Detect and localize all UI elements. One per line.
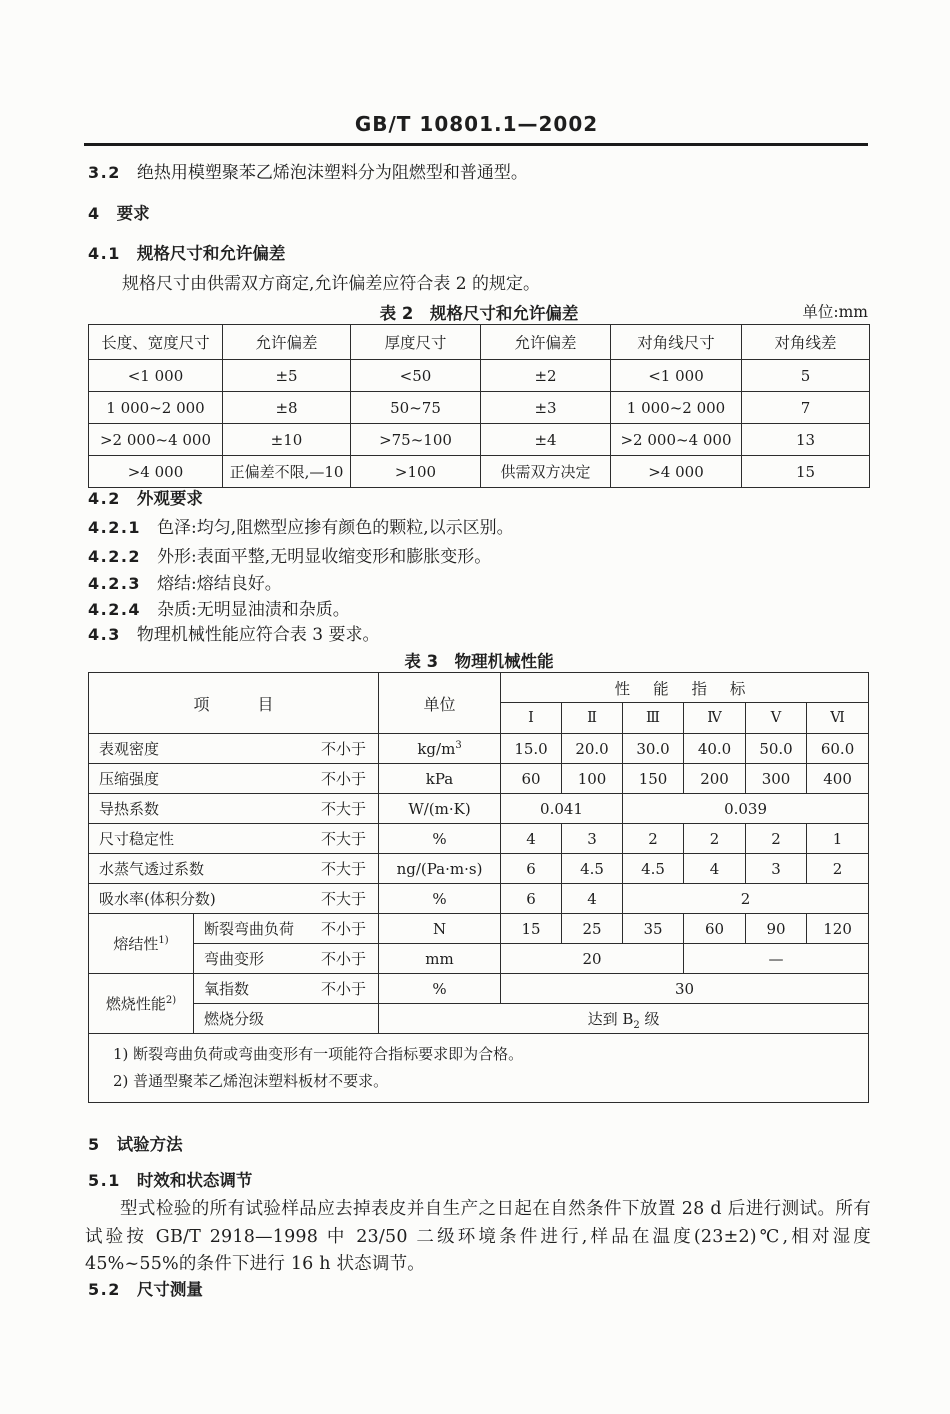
heading-text: 时效和状态调节 xyxy=(136,1171,253,1190)
unit-cell: N xyxy=(379,914,501,944)
table2-unit-note: 单位:mm xyxy=(802,303,868,321)
value-cell: 20.0 xyxy=(562,734,623,764)
value-cell: 90 xyxy=(746,914,807,944)
row-label: 燃烧分级 xyxy=(204,1010,265,1028)
value-cell: 4 xyxy=(501,824,562,854)
col-header: 允许偏差 xyxy=(481,325,611,360)
value-cell-span: — xyxy=(684,944,869,974)
row-condition: 不大于 xyxy=(321,800,367,818)
spec-table-header-row xyxy=(89,325,870,360)
heading-text: 要求 xyxy=(116,204,150,223)
spec-cell: >2 000~4 000 xyxy=(611,424,742,456)
row-condition: 不小于 xyxy=(321,740,367,758)
value-cell: 35 xyxy=(623,914,684,944)
spec-cell: ±3 xyxy=(481,392,611,424)
unit-cell: W/(m·K) xyxy=(379,794,501,824)
table-row xyxy=(89,914,869,944)
value-cell: 120 xyxy=(807,914,869,944)
row-condition: 不小于 xyxy=(321,950,367,968)
row-label: 压缩强度 xyxy=(99,770,160,788)
grade-header: Ⅲ xyxy=(623,703,684,734)
spec-cell: ±10 xyxy=(223,424,351,456)
spec-cell: 1 000~2 000 xyxy=(89,392,223,424)
row-label-cell xyxy=(89,794,379,824)
row-label: 吸水率(体积分数) xyxy=(99,890,216,908)
clause-number: 5.2 xyxy=(88,1280,121,1299)
value-text: 级 xyxy=(639,1010,660,1028)
row-label-cell xyxy=(89,854,379,884)
heading-text: 规格尺寸和允许偏差 xyxy=(136,244,286,263)
table-row xyxy=(89,456,870,488)
table2-caption: 表 2 规格尺寸和允许偏差 xyxy=(379,304,579,323)
value-cell: 30.0 xyxy=(623,734,684,764)
unit-cell: kPa xyxy=(379,764,501,794)
clause-number: 4.1 xyxy=(88,244,121,263)
unit-cell: mm xyxy=(379,944,501,974)
spec-cell: >100 xyxy=(351,456,481,488)
spec-cell: >2 000~4 000 xyxy=(89,424,223,456)
col-header: 长度、宽度尺寸 xyxy=(89,325,223,360)
clause-number: 4.3 xyxy=(88,625,121,644)
spec-cell: 7 xyxy=(742,392,870,424)
row-label-cell xyxy=(194,914,379,944)
value-cell: 2 xyxy=(746,824,807,854)
row-condition: 不大于 xyxy=(321,830,367,848)
table-row xyxy=(89,360,870,392)
clause-number: 4.2.4 xyxy=(88,600,142,619)
col-header: 对角线差 xyxy=(742,325,870,360)
spec-cell: ±2 xyxy=(481,360,611,392)
value-cell: 2 xyxy=(623,824,684,854)
heading-5-2 xyxy=(88,1278,870,1302)
group-label-cell xyxy=(89,914,194,974)
unit-sup: 3 xyxy=(455,739,462,751)
clause-4-2-3 xyxy=(88,572,870,596)
value-text: 达到 B xyxy=(587,1010,634,1028)
spec-cell: ±4 xyxy=(481,424,611,456)
row-label: 尺寸稳定性 xyxy=(99,830,175,848)
value-cell: 25 xyxy=(562,914,623,944)
col-header: 允许偏差 xyxy=(223,325,351,360)
clause-4-2-1 xyxy=(88,516,870,540)
footnote-2: 2) 普通型聚苯乙烯泡沫塑料板材不要求。 xyxy=(113,1072,389,1090)
clause-number: 4.2.2 xyxy=(88,547,142,566)
clause-number: 4.2.1 xyxy=(88,518,142,537)
value-cell: 2 xyxy=(684,824,746,854)
row-label-cell xyxy=(89,884,379,914)
table-row xyxy=(89,884,869,914)
row-condition: 不小于 xyxy=(321,920,367,938)
value-cell: 1 xyxy=(807,824,869,854)
row-condition: 不大于 xyxy=(321,860,367,878)
clause-number: 5.1 xyxy=(88,1171,121,1190)
value-cell: 15.0 xyxy=(501,734,562,764)
table-row xyxy=(89,764,869,794)
heading-text: 外观要求 xyxy=(136,489,203,508)
row-label: 弯曲变形 xyxy=(204,950,265,968)
value-cell: 3 xyxy=(746,854,807,884)
clause-3-2 xyxy=(88,161,870,185)
clause-text: 熔结:熔结良好。 xyxy=(157,574,282,594)
row-condition: 不小于 xyxy=(321,980,367,998)
spec-cell: ±8 xyxy=(223,392,351,424)
value-cell-span: 2 xyxy=(623,884,869,914)
spec-cell: 供需双方决定 xyxy=(481,456,611,488)
value-cell: 400 xyxy=(807,764,869,794)
para-5-1: 型式检验的所有试验样品应去掉表皮并自生产之日起在自然条件下放置 28 d 后进行测试。所有试验按 GB/T 2918—1998 中 23/50 二级环境条件进行,样品在温度(23±2)℃,相对湿度 45%~55%的条件下进行 16 h 状态调节。 xyxy=(85,1199,871,1274)
clause-number: 5 xyxy=(88,1135,101,1154)
performance-table xyxy=(88,672,869,1103)
value-cell-span xyxy=(379,1004,869,1034)
value-cell: 200 xyxy=(684,764,746,794)
doc-header-title: GB/T 10801.1—2002 xyxy=(354,112,599,136)
spec-cell: >75~100 xyxy=(351,424,481,456)
value-cell: 3 xyxy=(562,824,623,854)
value-cell: 6 xyxy=(501,854,562,884)
para-4-1: 规格尺寸由供需双方商定,允许偏差应符合表 2 的规定。 xyxy=(122,274,541,294)
grade-header: Ⅴ xyxy=(746,703,807,734)
row-label: 氧指数 xyxy=(204,980,250,998)
clause-number: 3.2 xyxy=(88,163,121,182)
clause-number: 4 xyxy=(88,204,101,223)
row-label-cell xyxy=(194,944,379,974)
value-cell: 40.0 xyxy=(684,734,746,764)
clause-text: 绝热用模塑聚苯乙烯泡沫塑料分为阻燃型和普通型。 xyxy=(136,163,528,183)
clause-4-2-2 xyxy=(88,545,870,569)
value-cell-span: 0.041 xyxy=(501,794,623,824)
group-label: 熔结性 xyxy=(113,935,159,953)
spec-cell: 正偏差不限,—10 xyxy=(223,456,351,488)
clause-number: 4.2.3 xyxy=(88,574,142,593)
row-condition: 不小于 xyxy=(321,770,367,788)
spec-cell: 1 000~2 000 xyxy=(611,392,742,424)
footnote-marker: 2) xyxy=(165,995,177,1006)
grade-header: Ⅰ xyxy=(501,703,562,734)
spec-cell: 13 xyxy=(742,424,870,456)
value-cell: 100 xyxy=(562,764,623,794)
value-cell: 6 xyxy=(501,884,562,914)
row-label-cell xyxy=(89,824,379,854)
clause-text: 色泽:均匀,阻燃型应掺有颜色的颗粒,以示区别。 xyxy=(157,518,514,538)
value-cell-span: 20 xyxy=(501,944,684,974)
row-label: 水蒸气透过系数 xyxy=(99,860,205,878)
value-cell: 15 xyxy=(501,914,562,944)
value-cell: 60.0 xyxy=(807,734,869,764)
clause-text: 外形:表面平整,无明显收缩变形和膨胀变形。 xyxy=(157,547,492,567)
spec-cell: <1 000 xyxy=(611,360,742,392)
heading-4 xyxy=(88,202,870,226)
heading-text: 试验方法 xyxy=(116,1135,183,1154)
unit-cell: % xyxy=(379,824,501,854)
group-label-cell xyxy=(89,974,194,1034)
value-cell: 4 xyxy=(684,854,746,884)
row-condition: 不大于 xyxy=(321,890,367,908)
col-header-unit: 单位 xyxy=(379,673,501,734)
footnote-1: 1) 断裂弯曲负荷或弯曲变形有一项能符合指标要求即为合格。 xyxy=(113,1045,524,1063)
grade-header: Ⅱ xyxy=(562,703,623,734)
table-row xyxy=(89,824,869,854)
col-header-performance: 性 能 指 标 xyxy=(501,673,869,703)
spec-table xyxy=(88,324,870,488)
row-label: 表观密度 xyxy=(99,740,160,758)
table2-caption-row xyxy=(88,300,870,324)
spec-cell: <1 000 xyxy=(89,360,223,392)
unit-cell xyxy=(379,734,501,764)
value-cell-span: 30 xyxy=(501,974,869,1004)
header-rule xyxy=(84,143,868,146)
spec-cell: >4 000 xyxy=(89,456,223,488)
spec-cell: 5 xyxy=(742,360,870,392)
group-label: 燃烧性能 xyxy=(105,995,166,1013)
clause-4-3 xyxy=(88,623,870,647)
unit-cell: % xyxy=(379,884,501,914)
value-cell: 150 xyxy=(623,764,684,794)
col-header: 对角线尺寸 xyxy=(611,325,742,360)
row-label-cell xyxy=(194,1004,379,1034)
row-label-cell xyxy=(89,764,379,794)
clause-4-2-4 xyxy=(88,598,870,622)
clause-text: 杂质:无明显油渍和杂质。 xyxy=(157,600,350,620)
footnote-row xyxy=(89,1034,869,1103)
heading-4-2 xyxy=(88,487,870,511)
heading-5 xyxy=(88,1133,870,1157)
value-sub: 2 xyxy=(633,1020,640,1031)
heading-4-1 xyxy=(88,242,870,266)
unit-text: kg/m xyxy=(417,739,456,758)
table3-caption: 表 3 物理机械性能 xyxy=(404,652,554,671)
spec-cell: ±5 xyxy=(223,360,351,392)
unit-cell: % xyxy=(379,974,501,1004)
heading-text: 尺寸测量 xyxy=(136,1280,203,1299)
clause-number: 4.2 xyxy=(88,489,121,508)
spec-cell: <50 xyxy=(351,360,481,392)
value-cell: 4.5 xyxy=(623,854,684,884)
value-cell-span: 0.039 xyxy=(623,794,869,824)
spec-cell: 50~75 xyxy=(351,392,481,424)
spec-cell: >4 000 xyxy=(611,456,742,488)
value-cell: 60 xyxy=(684,914,746,944)
grade-header: Ⅵ xyxy=(807,703,869,734)
grade-header: Ⅳ xyxy=(684,703,746,734)
table-row xyxy=(89,734,869,764)
table-row xyxy=(89,424,870,456)
unit-cell: ng/(Pa·m·s) xyxy=(379,854,501,884)
row-label: 断裂弯曲负荷 xyxy=(204,920,295,938)
col-header: 厚度尺寸 xyxy=(351,325,481,360)
row-label-cell xyxy=(194,974,379,1004)
table-row xyxy=(89,794,869,824)
heading-5-1 xyxy=(88,1169,870,1193)
value-cell: 2 xyxy=(807,854,869,884)
table-row xyxy=(89,944,869,974)
value-cell: 60 xyxy=(501,764,562,794)
value-cell: 4 xyxy=(562,884,623,914)
value-cell: 4.5 xyxy=(562,854,623,884)
clause-text: 物理机械性能应符合表 3 要求。 xyxy=(136,625,380,645)
value-cell: 50.0 xyxy=(746,734,807,764)
value-cell: 300 xyxy=(746,764,807,794)
table-row xyxy=(89,1004,869,1034)
table-row xyxy=(89,854,869,884)
table-row xyxy=(89,392,870,424)
col-header-item: 项 目 xyxy=(89,673,379,734)
row-label-cell xyxy=(89,734,379,764)
spec-cell: 15 xyxy=(742,456,870,488)
row-label: 导热系数 xyxy=(99,800,160,818)
table-row xyxy=(89,974,869,1004)
footnote-cell xyxy=(89,1034,869,1103)
table3-header-row-1 xyxy=(89,673,869,703)
footnote-marker: 1) xyxy=(158,935,169,946)
